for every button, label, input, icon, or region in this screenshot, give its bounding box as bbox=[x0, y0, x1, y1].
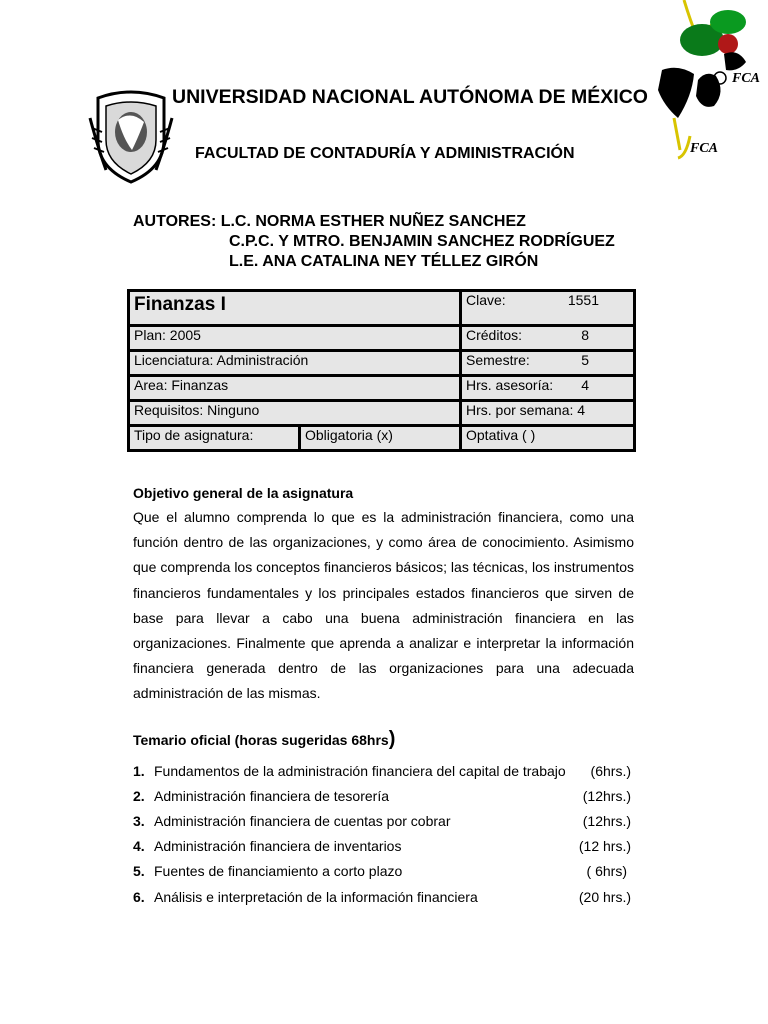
obligatoria-cell: Obligatoria (x) bbox=[300, 426, 461, 451]
topic-text: Administración financiera de cuentas por cobrar bbox=[154, 812, 451, 829]
creditos-label: Créditos: bbox=[466, 327, 523, 343]
author-line-2: C.P.C. Y MTRO. BENJAMIN SANCHEZ RODRÍGUEZ bbox=[229, 233, 615, 250]
semana-cell bbox=[461, 401, 635, 426]
clave-cell bbox=[461, 291, 635, 326]
creditos-cell bbox=[461, 326, 635, 351]
list-item bbox=[133, 758, 631, 783]
semestre-value: 5 bbox=[581, 352, 589, 368]
objective-title: Objetivo general de la asignatura bbox=[133, 485, 354, 501]
topic-hours: (12hrs.) bbox=[582, 787, 631, 804]
clave-label: Clave: bbox=[466, 292, 506, 308]
topic-hours: ( 6hrs) bbox=[586, 863, 627, 880]
unam-shield-icon bbox=[88, 88, 174, 184]
objective-text: Que el alumno comprenda lo que es la administración financiera, como una función dentro de las organizaciones, y como área de conocimiento. Asimismo que comprenda los conceptos financieros básicos; las técnicas, los instrumentos financieros fundamentales y los principales estados financieros que sirven de base para llevar a cabo una buena administración financiera en las organizaciones. Finalmente que aprenda a analizar e interpretar la información financiera generada dentro de las organizaciones para una adecuada administración de las mismas. bbox=[133, 509, 634, 702]
creditos-value: 8 bbox=[581, 327, 589, 343]
faculty-title: FACULTAD DE CONTADURÍA Y ADMINISTRACIÓN bbox=[195, 145, 575, 162]
licenciatura-cell: Licenciatura: Administración bbox=[129, 351, 461, 376]
topic-number: 2. bbox=[133, 787, 145, 804]
temario-title bbox=[133, 728, 395, 751]
topic-number: 5. bbox=[133, 863, 145, 880]
topic-number: 4. bbox=[133, 838, 145, 855]
author-line-3: L.E. ANA CATALINA NEY TÉLLEZ GIRÓN bbox=[229, 253, 539, 270]
topic-list bbox=[133, 758, 631, 909]
course-info-table bbox=[127, 289, 636, 452]
university-title: UNIVERSIDAD NACIONAL AUTÓNOMA DE MÉXICO bbox=[172, 86, 648, 108]
topic-text: Fuentes de financiamiento a corto plazo bbox=[154, 863, 403, 880]
topic-number: 3. bbox=[133, 812, 145, 829]
plan-cell: Plan: 2005 bbox=[129, 326, 461, 351]
topic-hours: (12hrs.) bbox=[582, 812, 631, 829]
semana-label: Hrs. por semana: bbox=[466, 402, 574, 418]
topic-text: Administración financiera de inventarios bbox=[154, 838, 402, 855]
topic-number: 6. bbox=[133, 888, 145, 905]
topic-text: Fundamentos de la administración financiera del capital de trabajo bbox=[154, 762, 566, 779]
topic-text: Análisis e interpretación de la información financiera bbox=[154, 888, 478, 905]
temario-title-text: Temario oficial (horas sugeridas 68hrs bbox=[133, 732, 389, 748]
topic-hours: (6hrs.) bbox=[590, 762, 631, 779]
authors-block bbox=[133, 212, 615, 272]
fca-logo-icon bbox=[628, 0, 768, 165]
topic-hours: (20 hrs.) bbox=[578, 888, 631, 905]
temario-title-paren: ) bbox=[388, 728, 396, 750]
list-item bbox=[133, 834, 631, 859]
tipo-cell: Tipo de asignatura: bbox=[129, 426, 300, 451]
course-name: Finanzas I bbox=[129, 291, 461, 326]
list-item bbox=[133, 884, 631, 909]
list-item bbox=[133, 859, 631, 884]
list-item bbox=[133, 808, 631, 833]
topic-number: 1. bbox=[133, 762, 145, 779]
semestre-label: Semestre: bbox=[466, 352, 530, 368]
asesoria-label: Hrs. asesoría: bbox=[466, 377, 554, 393]
semana-value: 4 bbox=[577, 402, 586, 418]
fca-logo-text-2: FCA bbox=[690, 141, 719, 156]
fca-logo-text: FCA bbox=[732, 71, 761, 86]
asesoria-cell bbox=[461, 376, 635, 401]
optativa-cell: Optativa ( ) bbox=[461, 426, 635, 451]
topic-hours: (12 hrs.) bbox=[578, 838, 631, 855]
list-item bbox=[133, 783, 631, 808]
asesoria-value: 4 bbox=[581, 377, 589, 393]
clave-value: 1551 bbox=[567, 292, 599, 308]
semestre-cell bbox=[461, 351, 635, 376]
topic-text: Administración financiera de tesorería bbox=[154, 787, 390, 804]
author-line-1: AUTORES: L.C. NORMA ESTHER NUÑEZ SANCHEZ bbox=[133, 213, 526, 230]
area-cell: Area: Finanzas bbox=[129, 376, 461, 401]
requisitos-cell: Requisitos: Ninguno bbox=[129, 401, 461, 426]
